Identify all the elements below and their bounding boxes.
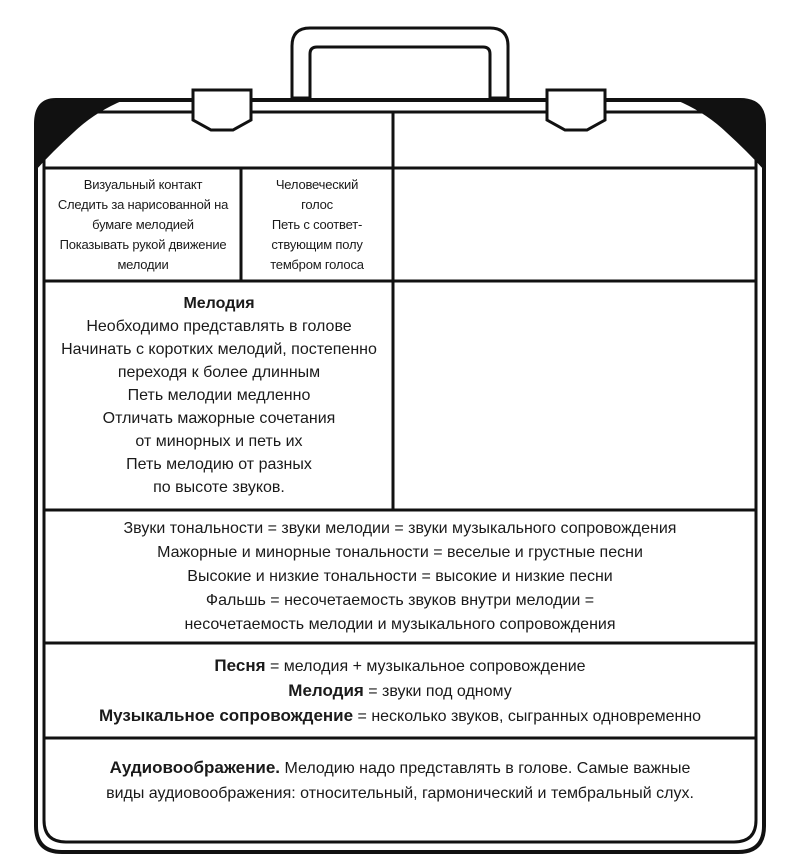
briefcase-handle xyxy=(292,28,508,98)
melody-line: Начинать с коротких мелодий, постепенно xyxy=(61,341,377,358)
visual-line: мелодии xyxy=(117,257,169,272)
audio-text: Мелодию надо представлять в голове. Самые важные xyxy=(280,759,691,777)
melody-line: Петь мелодии медленно xyxy=(127,387,311,404)
voice-line: ствующим полу xyxy=(271,237,363,252)
tonality-line: Мажорные и минорные тональности = веселые и грустные песни xyxy=(157,544,643,561)
visual-line: Визуальный контакт xyxy=(83,177,203,192)
cell-song-definitions xyxy=(46,645,754,737)
definition-row xyxy=(288,679,511,704)
melody-title: Мелодия xyxy=(183,295,255,312)
cell-human-voice xyxy=(243,170,391,280)
melody-line: от минорных и петь их xyxy=(135,433,303,450)
melody-line: Отличать мажорные сочетания xyxy=(102,410,336,427)
melody-line: Необходимо представлять в голове xyxy=(86,318,352,335)
voice-line: тембром голоса xyxy=(270,257,364,272)
definition-term: Песня xyxy=(214,655,266,675)
tonality-line: несочетаемость мелодии и музыкального сопровождения xyxy=(184,616,616,633)
cell-audio-imagination xyxy=(46,740,754,820)
audio-line xyxy=(110,755,691,781)
visual-line: бумаге мелодией xyxy=(92,217,194,232)
definition-term: Музыкальное сопровождение xyxy=(98,705,354,725)
latch-right xyxy=(547,90,605,130)
melody-line: по высоте звуков. xyxy=(153,479,285,496)
voice-line: Человеческий xyxy=(275,177,359,192)
definition-text: = звуки под одному xyxy=(363,682,512,700)
voice-line: голос xyxy=(301,197,333,212)
definition-text: = несколько звуков, сыгранных одновременно xyxy=(353,707,702,725)
melody-line: переходя к более длинным xyxy=(117,364,321,381)
audio-term: Аудиовоображение. xyxy=(109,757,281,777)
definition-row xyxy=(214,654,585,679)
voice-line: Петь с соответ- xyxy=(271,217,363,232)
melody-line: Петь мелодию от разных xyxy=(126,456,312,473)
cell-visual-contact xyxy=(46,170,240,280)
cell-tonality xyxy=(46,512,754,642)
latch-left xyxy=(193,90,251,130)
definition-row xyxy=(99,704,701,729)
definition-text: = мелодия + музыкальное сопровождение xyxy=(265,657,586,675)
audio-line: виды аудиовоображения: относительный, гармонический и тембральный слух. xyxy=(106,784,694,802)
visual-line: Показывать рукой движение xyxy=(59,237,227,252)
tonality-line: Фальшь = несочетаемость звуков внутри мелодии = xyxy=(205,592,595,609)
tonality-line: Звуки тональности = звуки мелодии = звуки музыкального сопровождения xyxy=(123,520,677,537)
tonality-line: Высокие и низкие тональности = высокие и низкие песни xyxy=(187,568,613,585)
visual-line: Следить за нарисованной на xyxy=(57,197,229,212)
definition-term: Мелодия xyxy=(288,680,364,700)
cell-melody xyxy=(46,283,392,508)
